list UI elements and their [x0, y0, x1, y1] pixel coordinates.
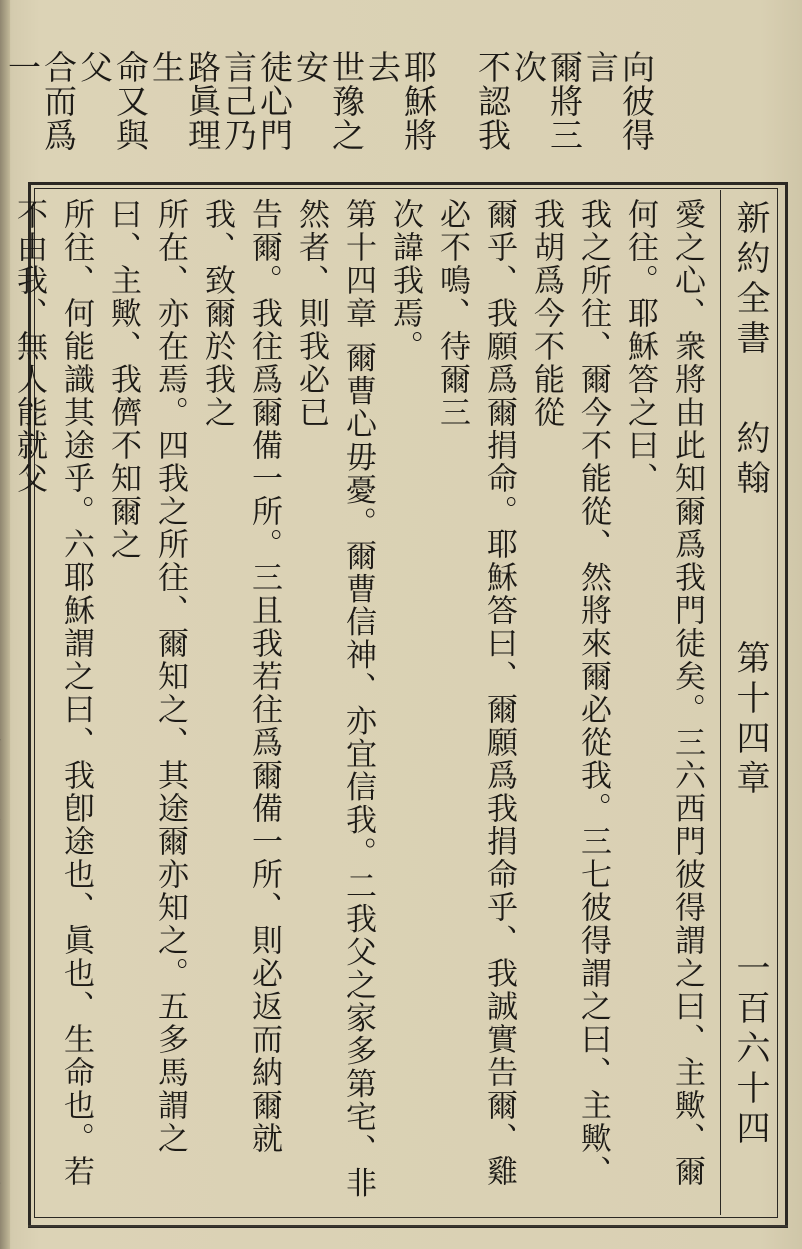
chapter-heading-line: 第十四章 爾曹心毋憂。爾曹信神、亦宜信我。二我父之家多第宅、非然者、則我必已 [293, 198, 376, 1200]
text-line: 愛之心、衆將由此知爾爲我門徒矣。三六西門彼得謂之曰、主歟、爾何往。耶穌答之曰、 [622, 198, 705, 1188]
text-line: 告爾。我往爲爾備一所。三且我若往爲爾備一所、則必返而納爾就我、致爾於我之 [199, 198, 282, 1155]
margin-note-line: 世豫之安 [291, 50, 366, 152]
text-line: 次諱我焉。 [387, 198, 423, 363]
margin-note-line: 不認我 [473, 50, 512, 152]
margin-note-line: 耶穌將去 [363, 50, 438, 152]
scripture-body [0, 198, 710, 1208]
running-header-chapter: 第十四章 [730, 640, 770, 800]
text-line: 所往、何能識其途乎。六耶穌謂之曰、我卽途也、眞也、生命也。若不由我、無人能就父 [11, 198, 94, 1188]
running-header-book: 新約全書 [730, 200, 770, 360]
margin-note-line: 合而爲一 [3, 50, 78, 152]
text-line: 所在、亦在焉。四我之所往、爾知之、其途爾亦知之。五多馬謂之曰、主歟、我儕不知爾之 [105, 198, 188, 1155]
margin-note [4, 50, 654, 185]
text-line [0, 198, 5, 1208]
text-line: 爾乎、我願爲爾捐命。耶穌答曰、爾願爲我捐命乎、我誠實告爾、雞必不鳴、待爾三 [434, 198, 517, 1188]
margin-note-line: 徒心門 [255, 50, 294, 152]
margin-note-line: 爾將三次 [509, 50, 584, 152]
margin-note-line: 向彼得言 [581, 50, 656, 152]
running-header-book-name: 約翰 [730, 420, 770, 500]
text-line: 我之所往、爾今不能從、然將來爾必從我。三七彼得謂之曰、主歟、我胡爲今不能從 [528, 198, 611, 1188]
bottom-rule [28, 1225, 788, 1227]
margin-note-line: 言己乃 [219, 50, 258, 152]
margin-note-line: 命又與父 [75, 50, 150, 152]
header-divider [720, 190, 721, 1215]
page-number: 一百六十四 [730, 950, 770, 1150]
margin-note-line: 路眞理生 [147, 50, 222, 152]
